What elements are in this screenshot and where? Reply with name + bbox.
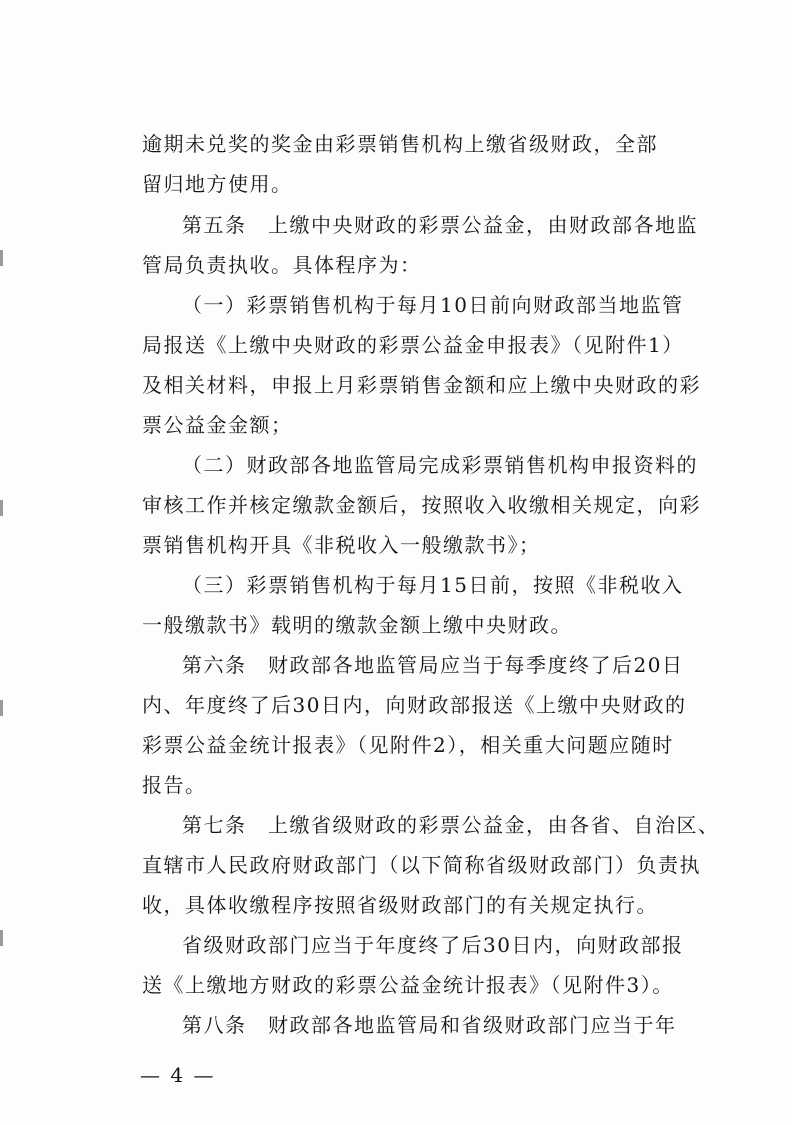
text-line: 第六条 财政部各地监管局应当于每季度终了后20日 bbox=[182, 653, 684, 677]
text-line: 一般缴款书》载明的缴款金额上缴中央财政。 bbox=[142, 613, 572, 637]
text-line: 逾期未兑奖的奖金由彩票销售机构上缴省级财政，全部 bbox=[142, 132, 658, 156]
text-line: 票公益金金额； bbox=[142, 413, 293, 437]
scan-edge-mark bbox=[0, 930, 3, 946]
scan-edge-mark bbox=[0, 500, 3, 516]
text-line: 留归地方使用。 bbox=[142, 172, 293, 196]
text-line: （三）彩票销售机构于每月15日前，按照《非税收入 bbox=[182, 573, 684, 597]
text-line: 第八条 财政部各地监管局和省级财政部门应当于年 bbox=[182, 1013, 677, 1037]
scan-edge-mark bbox=[0, 700, 3, 716]
text-line: 票销售机构开具《非税收入一般缴款书》； bbox=[142, 533, 541, 557]
text-line: 送《上缴地方财政的彩票公益金统计报表》（见附件3）。 bbox=[142, 973, 674, 997]
text-line: 第五条 上缴中央财政的彩票公益金，由财政部各地监 bbox=[182, 213, 698, 237]
text-line: 及相关材料，申报上月彩票销售金额和应上缴中央财政的彩 bbox=[142, 373, 701, 397]
scan-edge-mark bbox=[0, 250, 3, 266]
text-line: 内、年度终了后30日内，向财政部报送《上缴中央财政的 bbox=[142, 693, 687, 717]
text-line: 审核工作并核定缴款金额后，按照收入收缴相关规定，向彩 bbox=[142, 493, 701, 517]
text-line: （一）彩票销售机构于每月10日前向财政部当地监管 bbox=[182, 293, 684, 317]
text-line: 管局负责执收。具体程序为： bbox=[142, 253, 422, 277]
text-line: 收，具体收缴程序按照省级财政部门的有关规定执行。 bbox=[142, 893, 658, 917]
text-line: 第七条 上缴省级财政的彩票公益金，由各省、自治区、 bbox=[182, 813, 720, 837]
text-line: 局报送《上缴中央财政的彩票公益金申报表》（见附件1） bbox=[142, 333, 684, 357]
text-line: 直辖市人民政府财政部门（以下简称省级财政部门）负责执 bbox=[142, 853, 701, 877]
page-number: — 4 — bbox=[140, 1063, 216, 1087]
text-line: （二）财政部各地监管局完成彩票销售机构申报资料的 bbox=[182, 453, 698, 477]
text-line: 彩票公益金统计报表》（见附件2），相关重大问题应随时 bbox=[142, 733, 674, 757]
text-line: 报告。 bbox=[142, 773, 207, 797]
text-line: 省级财政部门应当于年度终了后30日内，向财政部报 bbox=[182, 933, 684, 957]
